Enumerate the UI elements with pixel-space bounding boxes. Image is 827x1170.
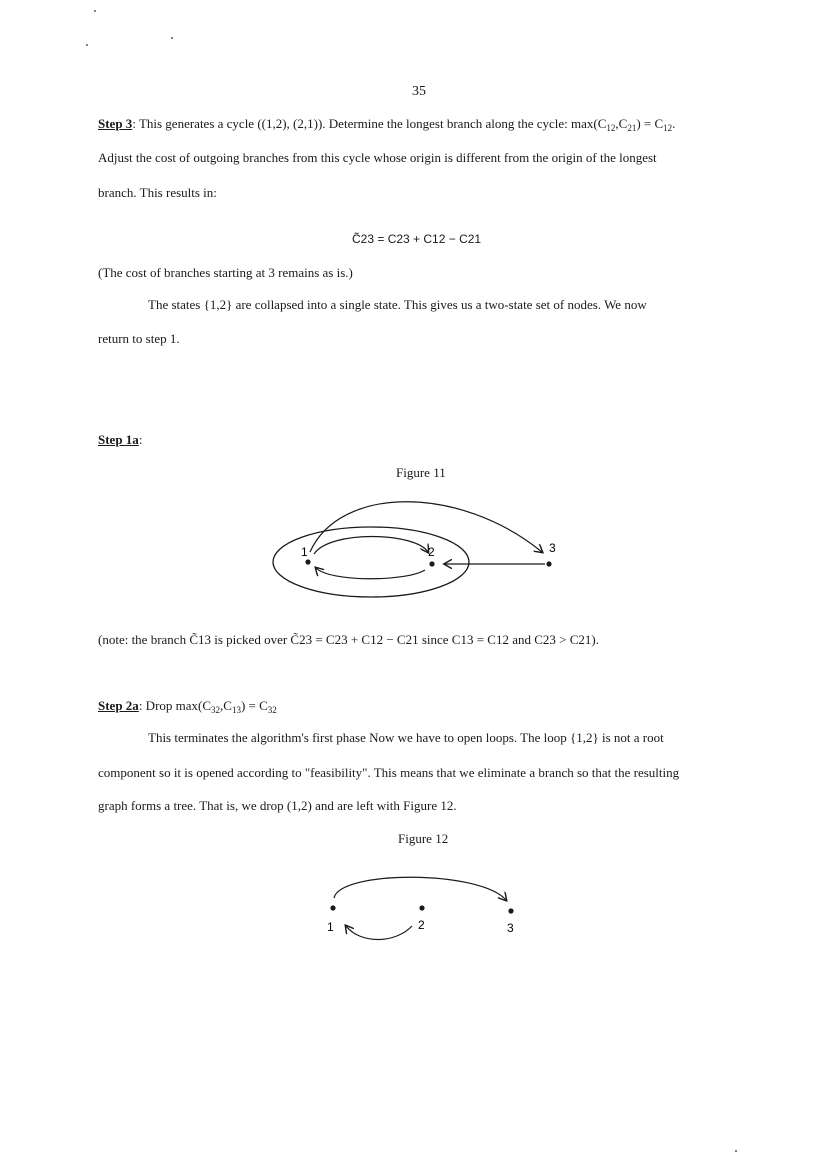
scan-speck: [94, 10, 96, 12]
step2a-line1-b: ,C: [220, 698, 232, 713]
collapsed-state-ellipse: [273, 527, 469, 597]
step3-line1-tail: .: [672, 116, 676, 131]
step1a-note: (note: the branch C̃13 is picked over C̃23 = C23 + C12 − C21 since C13 = C12 and C23 > C21).: [98, 632, 600, 647]
step1a-label: Step 1a: [98, 432, 139, 447]
branch-2-to-1: [346, 926, 412, 940]
step2a-para1: This terminates the algorithm's first phase Now we have to open loops. The loop {1,2} is not a root: [148, 730, 664, 745]
branch-1-to-3: [334, 877, 506, 900]
subscript: 12: [606, 123, 616, 133]
step1a-heading: [98, 432, 142, 448]
step3-line1-end: ) = C: [636, 116, 664, 131]
step2a-line1-c: ) = C: [240, 698, 268, 713]
page-number: 35: [412, 84, 426, 99]
node-1-label: 1: [327, 920, 334, 934]
figure11-title: Figure 11: [396, 465, 446, 480]
node-3-label: 3: [507, 921, 514, 935]
branch-1-to-2: [314, 537, 428, 555]
scan-speck: [86, 44, 88, 46]
node-3-label: 3: [549, 541, 556, 555]
step3-equation: C̃23 = C23 + C12 − C21: [352, 232, 482, 246]
branch-1-to-3: [310, 502, 542, 552]
step3-line1-mid: ,C: [615, 116, 628, 131]
step2a-line1: [98, 698, 277, 715]
node-2-label: 2: [418, 918, 425, 932]
step3-line1: [98, 116, 675, 133]
figure11-diagram: [0, 490, 827, 650]
scan-speck: [735, 1150, 737, 1152]
step3-note: (The cost of branches starting at 3 remains as is.): [98, 265, 353, 280]
branch-2-to-1: [316, 568, 425, 579]
step3-line1-text: : This generates a cycle ((1,2), (2,1)). Determine the longest branch along the cycle: max(C: [132, 116, 607, 131]
node-1-dot: [330, 905, 335, 910]
subscript: 32: [267, 705, 277, 715]
figure12-diagram: [0, 860, 827, 960]
subscript: 21: [627, 123, 637, 133]
step3-para1: The states {1,2} are collapsed into a single state. This gives us a two-state set of nodes. We now: [148, 297, 647, 312]
node-2-label: 2: [428, 545, 435, 559]
step2a-label: Step 2a: [98, 698, 139, 713]
step2a-line1-a: : Drop max(C: [138, 698, 212, 713]
step3-line2: Adjust the cost of outgoing branches from this cycle whose origin is different from the origin of the longest: [98, 150, 657, 165]
node-3-dot: [508, 908, 513, 913]
step3-line3: branch. This results in:: [98, 185, 217, 200]
step3-label: Step 3: [98, 116, 133, 131]
node-2-dot: [429, 561, 434, 566]
node-3-dot: [546, 561, 551, 566]
subscript: 12: [663, 123, 673, 133]
node-2-dot: [419, 905, 424, 910]
node-1-label: 1: [301, 545, 308, 559]
step3-para2: return to step 1.: [98, 331, 180, 346]
subscript: 13: [231, 705, 241, 715]
step1a-colon: :: [138, 432, 143, 447]
node-1-dot: [305, 559, 310, 564]
step2a-para3: graph forms a tree. That is, we drop (1,2) and are left with Figure 12.: [98, 798, 457, 813]
subscript: 32: [211, 705, 221, 715]
scan-speck: [171, 37, 173, 39]
step2a-para2: component so it is opened according to "feasibility". This means that we eliminate a branch so that the resulting: [98, 765, 680, 780]
figure12-title: Figure 12: [398, 831, 449, 846]
